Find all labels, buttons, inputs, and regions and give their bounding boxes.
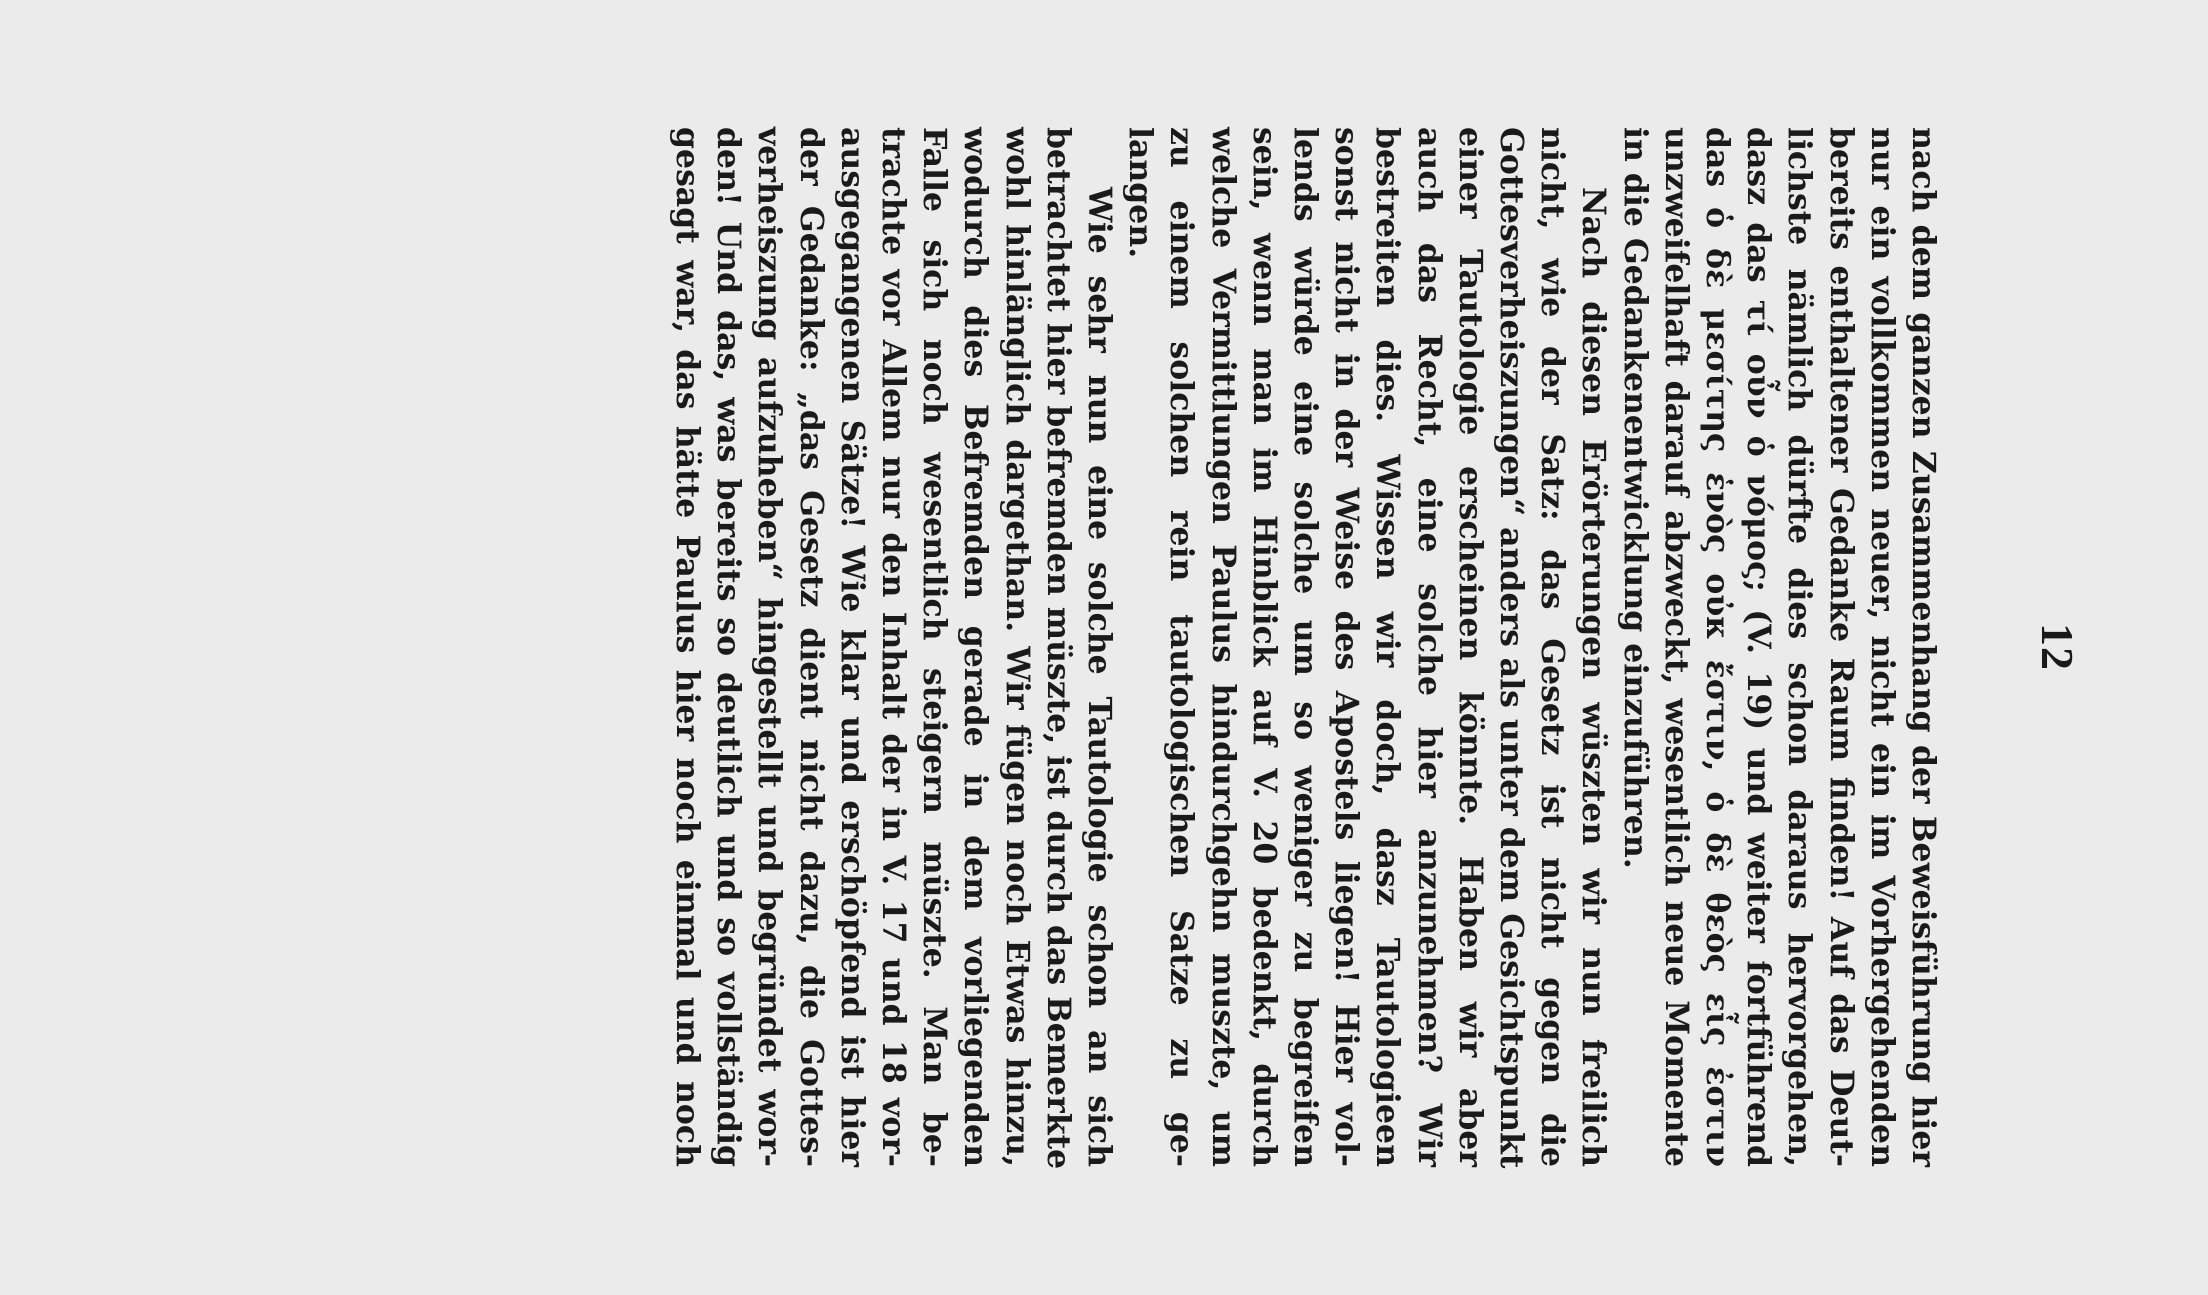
text-line: zu einem solchen rein tautologischen Satze zu ge-	[1163, 127, 1201, 1167]
text-line: lichste nämlich dürfte dies schon daraus hervorgehen,	[1781, 127, 1819, 1167]
text-line: auch das Recht, eine solche hier anzunehmen? Wir	[1410, 127, 1448, 1167]
text-line: betrachtet hier befremden müszte, ist durch das Bemerkte	[1039, 127, 1077, 1170]
text-line: wodurch dies Befremden gerade in dem vorliegenden	[957, 127, 995, 1167]
text-line: lends würde eine solche um so weniger zu begreifen	[1286, 127, 1324, 1167]
rotated-page-content	[114, 47, 2094, 1247]
text-line: der Gedanke: „das Gesetz dient nicht dazu, die Gottes-	[792, 127, 830, 1167]
text-line: bestreiten dies. Wissen wir doch, dasz Tautologieen	[1369, 127, 1407, 1167]
text-line: nach dem ganzen Zusammenhang der Beweisführung hier	[1905, 127, 1942, 1167]
text-line: wohl hinlänglich dargethan. Wir fügen noch Etwas hinzu,	[998, 127, 1036, 1167]
text-line: gesagt war, das hätte Paulus hier noch einmal und noch	[668, 127, 706, 1167]
page-number: 12	[2032, 623, 2083, 671]
text-line: welche Vermittlungen Paulus hindurchgehn muszte, um	[1204, 127, 1242, 1167]
text-line-greek: das ὁ δὲ μεσίτης ἑνὸς οὐκ ἔστιν, ὁ δὲ θεὸς εἷς ἐστιν	[1698, 127, 1736, 1167]
text-line-greek: dasz das τί οὖν ὁ νόμος; (V. 19) und weiter fortführend	[1740, 127, 1778, 1167]
text-line: sein, wenn man im Hinblick auf V. 20 bedenkt, durch	[1245, 127, 1283, 1167]
text-line: den! Und das, was bereits so deutlich und so vollständig	[710, 127, 748, 1167]
paragraph-start-line: Nach diesen Erörterungen wüszten wir nun freilich	[1575, 187, 1613, 1167]
text-line: nicht, wie der Satz: das Gesetz ist nicht gegen die	[1534, 127, 1572, 1167]
text-line: unzweifelhaft darauf abzweckt, wesentlich neue Momente	[1657, 127, 1695, 1167]
text-line: bereits enthaltener Gedanke Raum finden! Auf das Deut-	[1822, 127, 1860, 1167]
paragraph-start-line: Wie sehr nun eine solche Tautologie schon an sich	[1080, 187, 1118, 1167]
text-line: langen.	[1122, 127, 1160, 259]
text-line: Gottesverheiszungen“ anders als unter dem Gesichtspunkt	[1492, 127, 1530, 1169]
text-line: einer Tautologie erscheinen könnte. Haben wir aber	[1451, 127, 1489, 1167]
body-text	[667, 127, 1944, 1170]
text-line: ausgegangenen Sätze! Wie klar und erschöpfend ist hier	[833, 127, 871, 1167]
text-line: Falle sich noch wesentlich steigern müszte. Man be-	[916, 127, 954, 1167]
text-line: nur ein vollkommen neuer, nicht ein im Vorhergehenden	[1863, 127, 1901, 1167]
text-line: in die Gedankenentwicklung einzuführen.	[1616, 127, 1654, 869]
text-line: verheiszung aufzuheben“ hingestellt und begründet wor-	[751, 127, 789, 1167]
text-line: trachte vor Allem nur den Inhalt der in V. 17 und 18 vor-	[874, 127, 912, 1167]
text-line: sonst nicht in der Weise des Apostels liegen! Hier vol-	[1328, 127, 1366, 1167]
